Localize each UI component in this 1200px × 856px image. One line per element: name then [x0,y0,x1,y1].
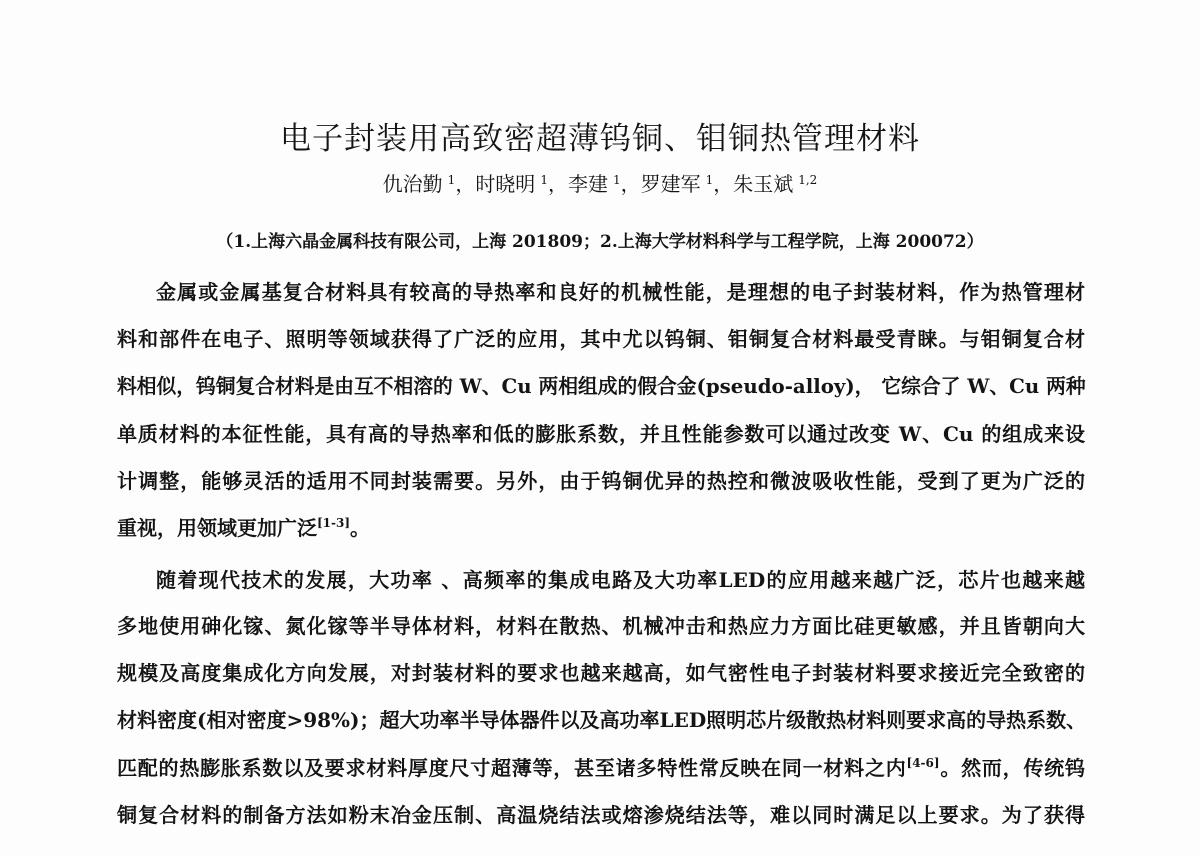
paragraph-line: 料和部件在电子、照明等领域获得了广泛的应用，其中尤以钨铜、钼铜复合材料最受青睐。与钼铜复合材 [117,327,1085,351]
document-title: 电子封装用高致密超薄钨铜、钼铜热管理材料 [280,121,920,157]
paragraph-line: 规模及高度集成化方向发展，对封装材料的要求也越来越高，如气密性电子封装材料要求接近完全致密的 [117,661,1085,685]
affiliation-line: （1.上海六晶金属科技有限公司，上海 201809；2.上海大学材料科学与工程学院，上海 200072） [216,232,984,252]
author-affiliation-mark: 1 [540,173,548,187]
author-affiliation-mark: 1 [705,173,714,187]
citation: [4-6] [906,756,940,770]
line-text: 重视，用领域更加广泛 [117,516,317,540]
author-separator: ， [713,172,734,196]
paragraph-line [117,754,1085,782]
author-name: 李建 [567,172,608,196]
line-text: 匹配的热膨胀系数以及要求材料厚度尺寸超薄等，甚至诸多特性常反映在同一材料之内 [117,756,907,780]
author-separator: ， [547,172,568,196]
author-name: 罗建军 [640,172,701,196]
paragraph-line: 随着现代技术的发展，大功率 、高频率的集成电路及大功率LED的应用越来越广泛，芯片也越来越 [156,568,1085,592]
paragraph-line: 单质材料的本征性能，具有高的导热率和低的膨胀系数，并且性能参数可以通过改变 W、Cu 的组成来设 [117,422,1085,446]
paragraph-line [117,514,1085,542]
author-separator: ， [620,172,641,196]
paragraph-line: 金属或金属基复合材料具有较高的导热率和良好的机械性能，是理想的电子封装材料，作为热管理材 [156,280,1085,304]
paragraph-line: 材料密度(相对密度>98%)；超大功率半导体器件以及高功率LED照明芯片级散热材料则要求高的导热系数、 [117,708,1087,732]
paragraph-line: 料相似，钨铜复合材料是由互不相溶的 W、Cu 两相组成的假合金(pseudo-alloy)， 它综合了 W、Cu 两种 [117,374,1086,398]
paragraph-line: 多地使用砷化镓、氮化镓等半导体材料，材料在散热、机械冲击和热应力方面比硅更敏感，并且皆朝向大 [117,614,1085,638]
author-affiliation-mark: 1,2 [798,173,818,187]
author-name: 朱玉斌 [733,172,794,196]
author-affiliation-mark: 1 [447,173,456,187]
line-text: 。 [350,516,371,540]
line-text: 。然而，传统钨 [939,756,1085,780]
author-separator: ， [455,172,476,196]
author-list [0,170,1200,198]
citation: [1-3] [317,516,351,530]
author-name: 仇治勤 [382,172,443,196]
author-name: 时晓明 [475,172,536,196]
author-affiliation-mark: 1 [612,173,621,187]
paragraph-line: 计调整，能够灵活的适用不同封装需要。另外，由于钨铜优异的热控和微波吸收性能，受到了更为广泛的 [117,469,1085,493]
paragraph-line: 铜复合材料的制备方法如粉末冶金压制、高温烧结法或熔渗烧结法等，难以同时满足以上要求。为了获得 [117,803,1085,827]
